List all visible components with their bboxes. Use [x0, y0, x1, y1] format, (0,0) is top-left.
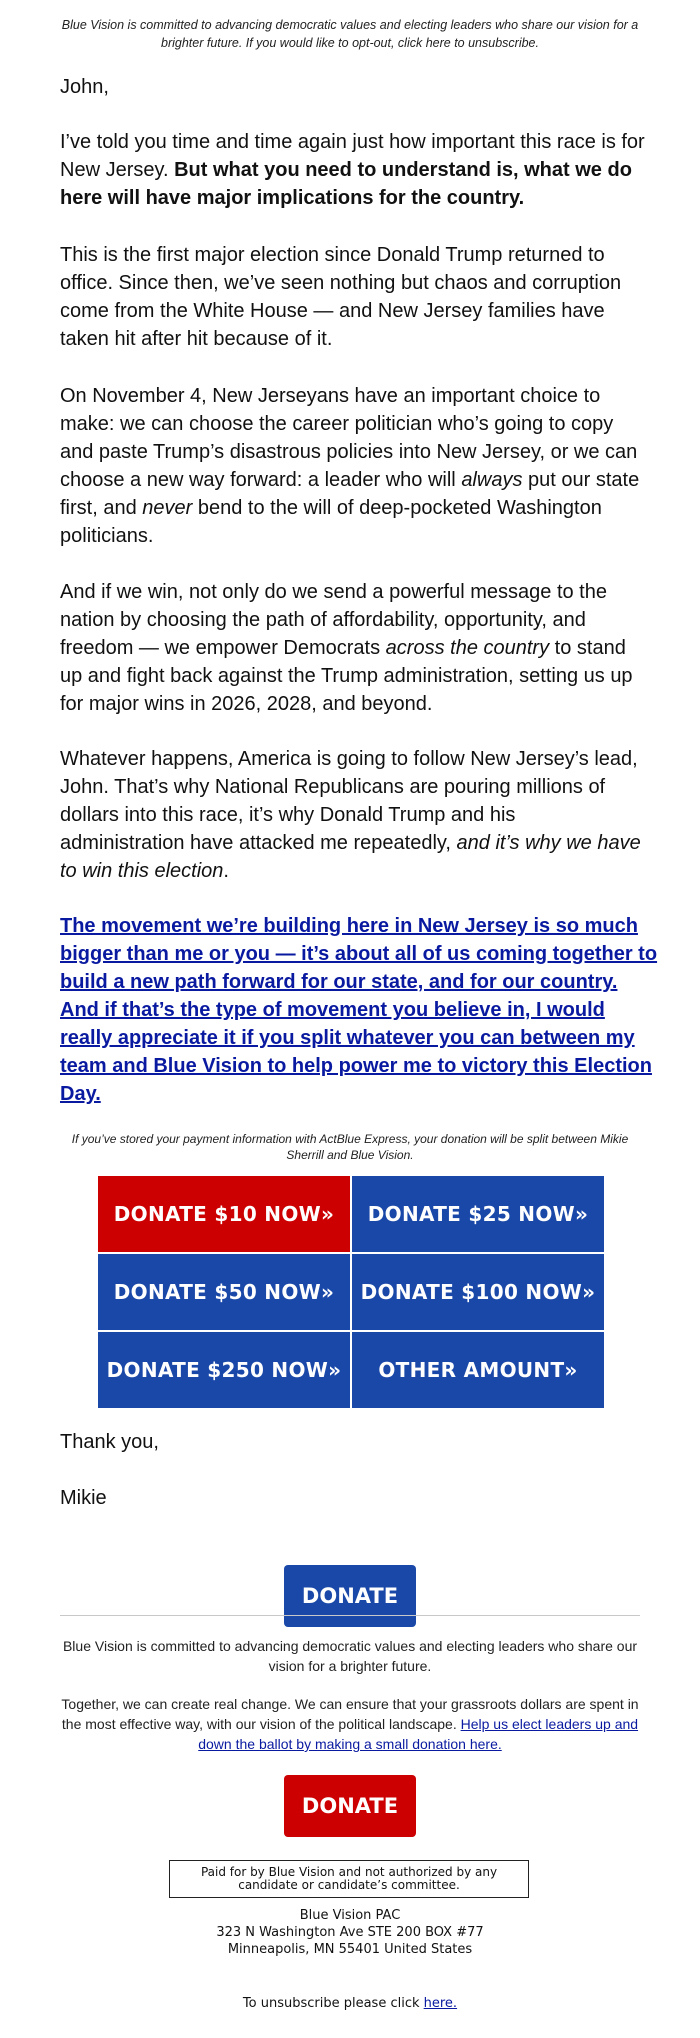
- greeting-text: John,: [60, 76, 109, 98]
- donate-button[interactable]: DONATE: [284, 1565, 416, 1627]
- donate-100-button[interactable]: DONATE $100 NOW»: [352, 1254, 604, 1330]
- mailing-address: [160, 1907, 540, 1958]
- paragraph-3-text-b: put our state first, and: [60, 469, 640, 519]
- donate-250-button[interactable]: DONATE $250 NOW»: [98, 1332, 350, 1408]
- other-amount-button[interactable]: OTHER AMOUNT»: [352, 1332, 604, 1408]
- signature: Mikie: [60, 1487, 107, 1509]
- paragraph-1-bold: But what you need to understand is, what we do here will have major implications for the country.: [60, 159, 632, 209]
- footer-divider: [60, 1615, 640, 1616]
- actblue-express-note: If you’ve stored your payment information with ActBlue Express, your donation will be split between Mikie Sherrill and Blue Vision.: [71, 1132, 629, 1162]
- paragraph-2-text: This is the first major election since Donald Trump returned to office. Since then, we’ve seen nothing but chaos and corruption come from the White House — and New Jersey families have taken hit after hit because of it.: [60, 244, 622, 350]
- paragraph-3-text-a: On November 4, New Jerseyans have an important choice to make: we can choose the career politician who’s going to copy and paste Trump’s disastrous policies into New Jersey, or we can choose a new way forward: a leader who will: [60, 385, 638, 491]
- paragraph-5-text-b: .: [223, 860, 229, 882]
- paragraph-4-text-b: to stand up and fight back against the Trump administration, setting us up for major wins in 2026, 2028, and beyond.: [60, 637, 633, 715]
- donate-appeal-link[interactable]: The movement we’re building here in New Jersey is so much bigger than me or you — it’s about all of us coming together to build a new path forward for our state, and for our country. And if that’s the type of movement you believe in, I would really appreciate it if you split whatever you can between my team and Blue Vision to help power me to victory this Election Day.: [60, 915, 658, 1105]
- paragraph-4-italic: across the country: [385, 637, 550, 659]
- paragraph-3-italic-never: never: [142, 497, 193, 519]
- paragraph-1: [60, 128, 645, 212]
- footer-together-text: [60, 1694, 640, 1754]
- paragraph-3: [60, 382, 645, 550]
- paid-for-disclaimer: [169, 1860, 529, 1898]
- paragraph-5-text-a: Whatever happens, America is going to follow New Jersey’s lead, John. That’s why National Republicans are pouring millions of dollars into this race, it’s why Donald Trump and his administration have attacked me repeatedly,: [60, 748, 638, 854]
- address-line-2: Minneapolis, MN 55401 United States: [227, 1942, 473, 1957]
- footer-mission-text: Blue Vision is committed to advancing democratic values and electing leaders who share our vision for a brighter future.: [62, 1638, 638, 1674]
- donate-10-button[interactable]: DONATE $10 NOW»: [98, 1176, 350, 1252]
- paragraph-5-italic: and it’s why we have to win this election: [60, 832, 641, 882]
- greeting: [60, 73, 645, 101]
- paragraph-2: [60, 241, 645, 353]
- footer-donate-button[interactable]: DONATE: [284, 1775, 416, 1837]
- unsubscribe-link[interactable]: here.: [423, 1996, 458, 2011]
- paragraph-4-text-a: And if we win, not only do we send a powerful message to the nation by choosing the path of affordability, opportunity, and freedom — we empower Democrats: [60, 581, 607, 659]
- unsubscribe-text: To unsubscribe please click: [242, 1996, 424, 2011]
- paragraph-4: [60, 578, 645, 718]
- donate-50-button[interactable]: DONATE $50 NOW»: [98, 1254, 350, 1330]
- donate-25-button[interactable]: DONATE $25 NOW»: [352, 1176, 604, 1252]
- paragraph-5: [60, 745, 645, 885]
- address-name: Blue Vision PAC: [299, 1908, 401, 1923]
- footer-donate-link[interactable]: Help us elect leaders up and down the ballot by making a small donation here.: [198, 1716, 639, 1752]
- paragraph-3-text-c: bend to the will of deep-pocketed Washington politicians.: [60, 497, 602, 547]
- closing-thanks: Thank you,: [60, 1431, 159, 1453]
- paid-for-text: Paid for by Blue Vision and not authorized by any candidate or candidate’s committee.: [200, 1865, 498, 1892]
- footer-together-copy: Together, we can create real change. We can ensure that your grassroots dollars are spent in the most effective way, with our vision of the political landscape.: [61, 1696, 639, 1732]
- unsubscribe-line: [160, 1995, 540, 2012]
- donate-button-grid: [98, 1176, 604, 1410]
- preheader-text: Blue Vision is committed to advancing democratic values and electing leaders who share our vision for a brighter future. If you would like to opt-out, click here to unsubscribe.: [61, 18, 639, 50]
- paragraph-1-text: I’ve told you time and time again just how important this race is for New Jersey.: [60, 131, 645, 181]
- address-line-1: 323 N Washington Ave STE 200 BOX #77: [216, 1925, 484, 1940]
- paragraph-3-italic-always: always: [461, 469, 523, 491]
